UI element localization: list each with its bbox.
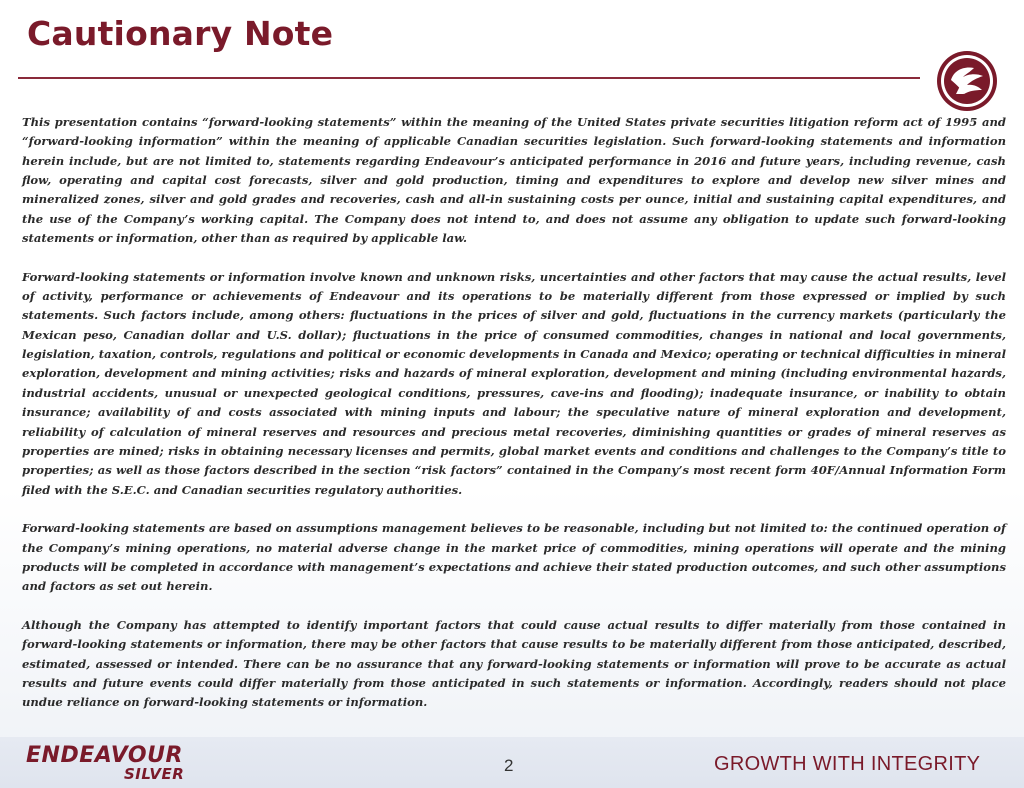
footer-logo-metal: SILVER bbox=[124, 765, 185, 783]
header-divider bbox=[18, 77, 920, 79]
footer-logo bbox=[26, 743, 196, 783]
disclaimer-body bbox=[22, 113, 1006, 732]
paragraph-risk-factors: Forward-looking statements or information involve known and unknown risks, uncertainties and other factors that may cause the actual results, level of activity, performance or achievements of Endeavour and its operations to be materially different from those expressed or implied by such statements. Such factors include, among others: fluctuations in the prices of silver and gold, fluctuations in the currency markets (particularly the Mexican peso, Canadian dollar and U.S. dollar); fluctuations in the price of consumed commodities, changes in national and local governments, legislation, taxation, controls, regulations and political or economic developments in Canada and Mexico; operating or technical difficulties in mineral exploration, development and mining activities; risks and hazards of mineral exploration, development and mining (including environmental hazards, industrial accidents, unusual or unexpected geological conditions, pressures, cave-ins and flooding); inadequate insurance, or inability to obtain insurance; availability of and costs associated with mining inputs and labour; the speculative nature of mineral exploration and development, reliability of calculation of mineral reserves and resources and precious metal recoveries, diminishing quantities or grades of mineral reserves as properties are mined; risks in obtaining necessary licenses and permits, global market events and conditions and challenges to the Company’s title to properties; as well as those factors described in the section “risk factors” contained in the Company’s most recent form 40F/Annual Information Form filed with the S.E.C. and Canadian securities regulatory authorities. bbox=[22, 269, 1006, 497]
paragraph-assumptions: Forward-looking statements are based on assumptions management believes to be reasonable, including but not limited to: the continued operation of the Company’s mining operations, no material adverse change in the market price of commodities, mining operations will operate and the mining products will be completed in accordance with management’s expectations and achieve their stated production outcomes, and such other assumptions and factors as set out herein. bbox=[22, 521, 1006, 594]
footer-logo-company: ENDEAVOUR bbox=[26, 743, 183, 768]
page-number: 2 bbox=[504, 756, 514, 775]
endeavour-emblem-icon bbox=[936, 50, 998, 112]
footer-tagline: GROWTH WITH INTEGRITY bbox=[714, 753, 981, 775]
paragraph-reliance-warning: Although the Company has attempted to identify important factors that could cause actual results to differ materially from those contained in forward-looking statements or information, there may be other factors that cause results to be materially different from those anticipated, described, estimated, assessed or intended. There can be no assurance that any forward-looking statements or information will prove to be accurate as actual results and future events could differ materially from those anticipated in such statements or information. Accordingly, readers should not place undue reliance on forward-looking statements or information. bbox=[22, 617, 1006, 710]
page-title: Cautionary Note bbox=[27, 14, 334, 53]
paragraph-forward-looking-intro: This presentation contains “forward-looking statements” within the meaning of the United States private securities litigation reform act of 1995 and “forward-looking information” within the meaning of applicable Canadian securities legislation. Such forward-looking statements and information herein include, but are not limited to, statements regarding Endeavour’s anticipated performance in 2016 and future years, including revenue, cash flow, operating and capital cost forecasts, silver and gold production, timing and expenditures to explore and develop new silver mines and mineralized zones, silver and gold grades and recoveries, cash and all-in sustaining costs per ounce, initial and sustaining capital expenditures, and the use of the Company’s working capital. The Company does not intend to, and does not assume any obligation to update such forward-looking statements or information, other than as required by applicable law. bbox=[22, 115, 1006, 246]
